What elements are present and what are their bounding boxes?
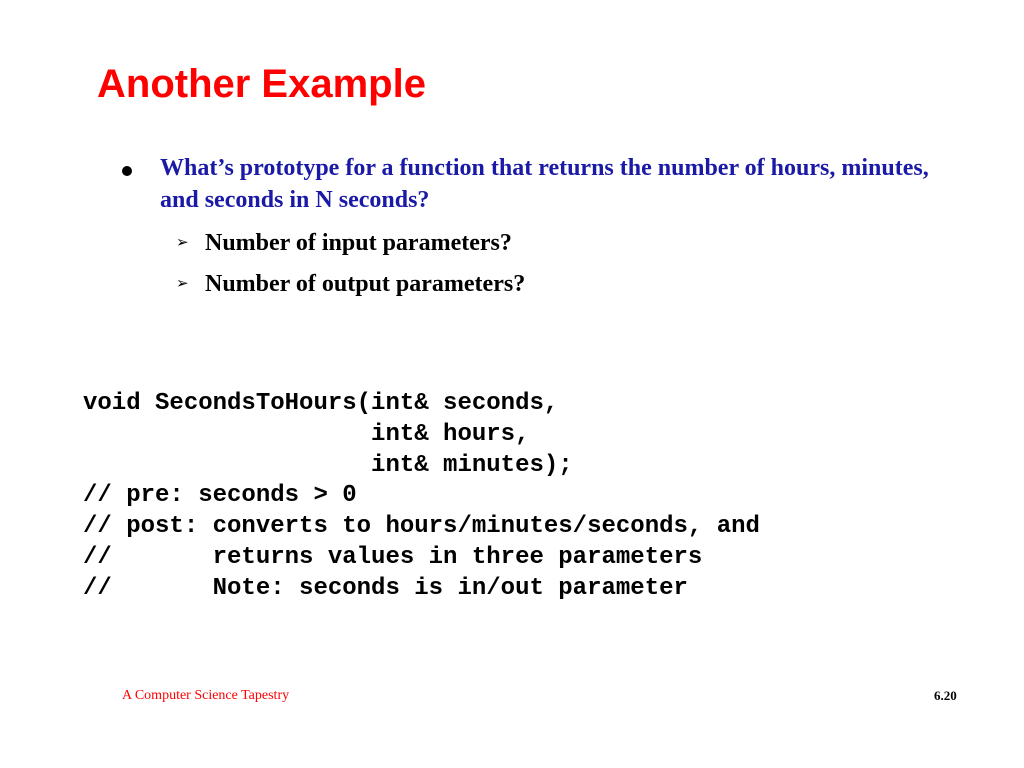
sub-bullet-label: Number of input parameters? [205, 230, 512, 256]
code-line: void SecondsToHours(int& seconds, [83, 390, 559, 417]
code-line: int& minutes); [83, 451, 573, 479]
arrowhead-icon: ➢ [176, 274, 189, 292]
code-line: // pre: seconds > 0 [83, 482, 357, 510]
code-line: // Note: seconds is in/out parameter [83, 574, 688, 602]
code-line: // post: converts to hours/minutes/seconds, and [83, 513, 760, 541]
bullet-text: What’s prototype for a function that returns the number of hours, minutes, and seconds in N seconds? [160, 155, 929, 213]
code-line: // returns values in three parameters [83, 543, 703, 571]
arrowhead-icon: ➢ [176, 233, 189, 251]
slide-number: 6.20 [934, 688, 957, 703]
code-block [83, 389, 760, 605]
sub-bullet-item [176, 227, 512, 258]
code-line: int& hours, [83, 420, 530, 448]
sub-bullet-label: Number of output parameters? [205, 271, 526, 297]
bullet-dot-icon [122, 166, 132, 176]
sub-bullet-item [176, 268, 525, 299]
slide-title: Another Example [97, 62, 426, 106]
footer-book-title: A Computer Science Tapestry [122, 688, 290, 703]
